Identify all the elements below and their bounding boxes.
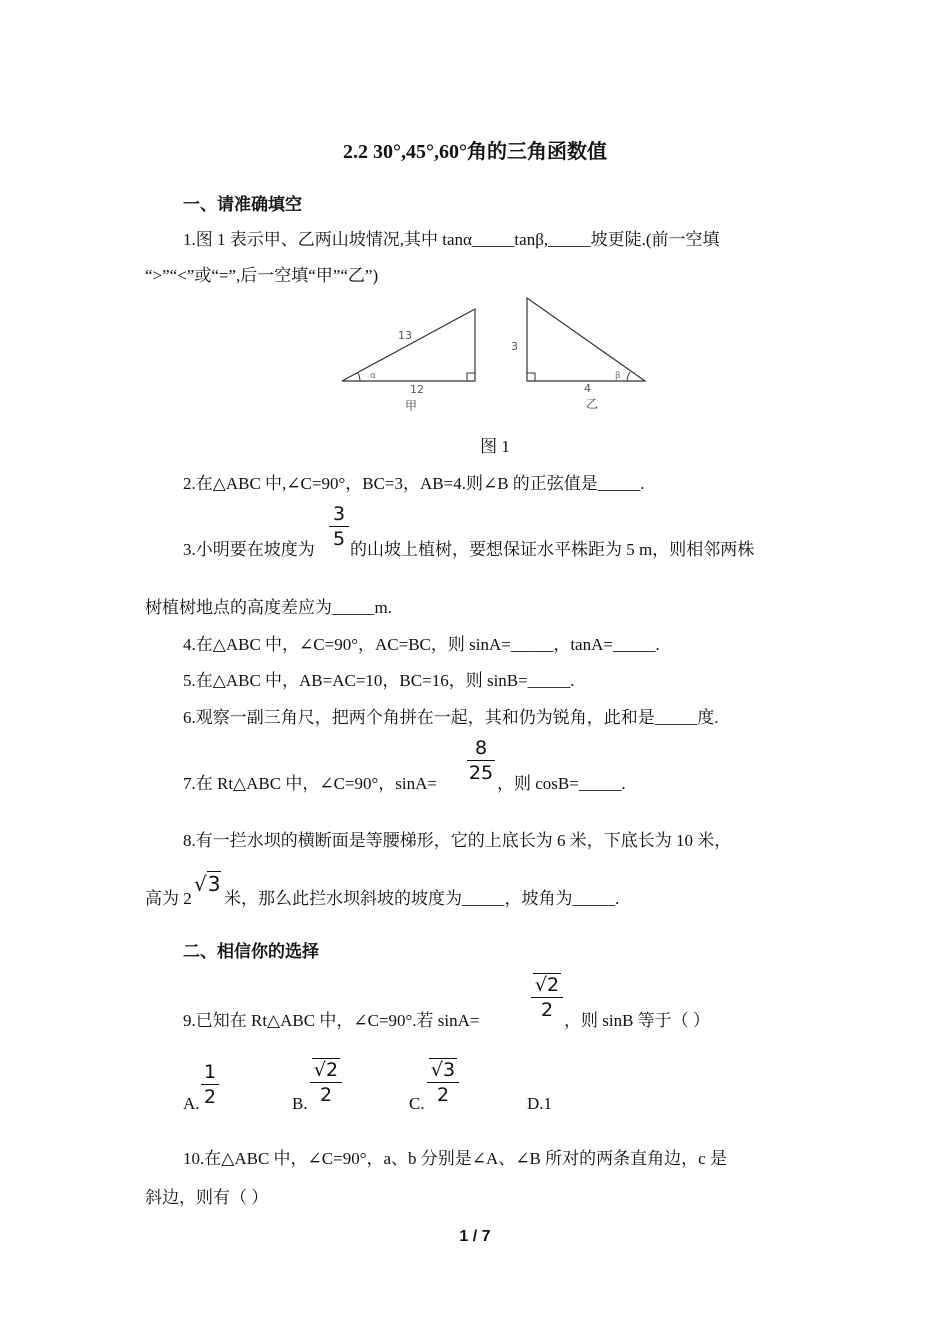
question-3-prefix: 3.小明要在坡度为	[183, 540, 315, 559]
question-10-line-2: 斜边，则有（ ）	[145, 1188, 269, 1207]
fraction-denominator: 2	[540, 999, 554, 1021]
question-9-prefix: 9.已知在 Rt△ABC 中，∠C=90°.若 sinA=	[183, 1011, 480, 1030]
fraction-denominator: 2	[436, 1084, 450, 1106]
question-3-line-2: 树植树地点的高度差应为_____m.	[145, 598, 392, 617]
fraction-numerator: 1	[203, 1061, 217, 1083]
question-8-suffix: 米，那么此拦水坝斜坡的坡度为_____，坡角为_____.	[224, 889, 620, 908]
section-heading-choice: 二、相信你的选择	[183, 942, 319, 961]
question-7-fraction	[467, 737, 495, 784]
fraction-bar	[531, 997, 563, 998]
fraction-bar	[467, 760, 495, 761]
page-number: 1 / 7	[459, 1228, 491, 1245]
question-3-fraction	[329, 503, 349, 550]
square-root	[194, 872, 221, 896]
triangle-jia	[342, 309, 475, 413]
fraction-denominator: 25	[468, 762, 494, 784]
question-6: 6.观察一副三角尺，把两个角拼在一起，其和仍为锐角，此和是_____度.	[183, 708, 719, 727]
question-8-prefix: 高为 2	[145, 889, 192, 908]
option-b-fraction	[310, 1058, 342, 1106]
triangle-jia-base-label: 12	[410, 383, 424, 396]
fraction-denominator: 5	[332, 528, 346, 550]
triangle-yi	[511, 298, 645, 411]
fraction-denominator: 2	[203, 1086, 217, 1108]
question-9-suffix: ，则 sinB 等于（ ）	[564, 1011, 710, 1030]
triangle-jia-hyp-label: 13	[398, 329, 412, 342]
page-title: 2.2 30°,45°,60°角的三角函数值	[343, 141, 607, 163]
section-heading-fill-in: 一、请准确填空	[183, 195, 302, 214]
question-2: 2.在△ABC 中,∠C=90°，BC=3，AB=4.则∠B 的正弦值是_____.	[183, 474, 645, 493]
fraction-bar	[329, 526, 349, 527]
fraction-bar	[310, 1082, 342, 1083]
question-7-suffix: ，则 cosB=_____.	[497, 774, 626, 793]
fraction-numerator: 3	[332, 503, 346, 525]
question-10-line-1: 10.在△ABC 中，∠C=90°，a、b 分别是∠A、∠B 所对的两条直角边，c 是	[183, 1149, 727, 1168]
question-5: 5.在△ABC 中，AB=AC=10，BC=16，则 sinB=_____.	[183, 671, 575, 690]
radicand: 3	[207, 872, 221, 896]
question-1-line-2: “>”“<”或“=”,后一空填“甲”“乙”)	[145, 266, 379, 285]
fraction-bar	[427, 1082, 459, 1083]
figure-1-slopes	[330, 292, 660, 417]
option-a-label: A.	[183, 1094, 200, 1113]
alpha-angle-mark: α	[370, 371, 376, 381]
question-7-prefix: 7.在 Rt△ABC 中，∠C=90°，sinA=	[183, 774, 438, 793]
option-d-label: D.1	[527, 1094, 553, 1113]
radical-sign: √	[194, 872, 207, 896]
fraction-bar	[201, 1084, 219, 1085]
question-1-line-1: 1.图 1 表示甲、乙两山坡情况,其中 tanα_____tanβ,_____坡更陡.(前一空填	[183, 230, 720, 249]
option-b-label: B.	[292, 1094, 308, 1113]
option-c-fraction	[427, 1058, 459, 1106]
question-9-fraction	[531, 973, 563, 1021]
fraction-numerator: 8	[474, 737, 488, 759]
triangle-yi-base-label: 4	[584, 382, 591, 395]
triangle-yi-name: 乙	[586, 397, 599, 411]
beta-angle-mark: β	[615, 371, 621, 381]
question-8-line-1: 8.有一拦水坝的横断面是等腰梯形，它的上底长为 6 米，下底长为 10 米，	[183, 831, 732, 850]
triangle-yi-height-label: 3	[511, 340, 518, 353]
fraction-numerator: √2	[313, 1059, 339, 1081]
question-4: 4.在△ABC 中，∠C=90°，AC=BC，则 sinA=_____，tanA=_____.	[183, 635, 660, 654]
option-c-label: C.	[409, 1094, 425, 1113]
option-a-fraction	[201, 1061, 219, 1108]
figure-caption: 图 1	[480, 437, 510, 456]
fraction-denominator: 2	[319, 1084, 333, 1106]
fraction-numerator: √2	[534, 974, 560, 996]
fraction-numerator: √3	[430, 1059, 456, 1081]
triangle-jia-name: 甲	[405, 399, 418, 413]
question-3-suffix: 的山坡上植树，要想保证水平株距为 5 m，则相邻两株	[350, 540, 755, 559]
